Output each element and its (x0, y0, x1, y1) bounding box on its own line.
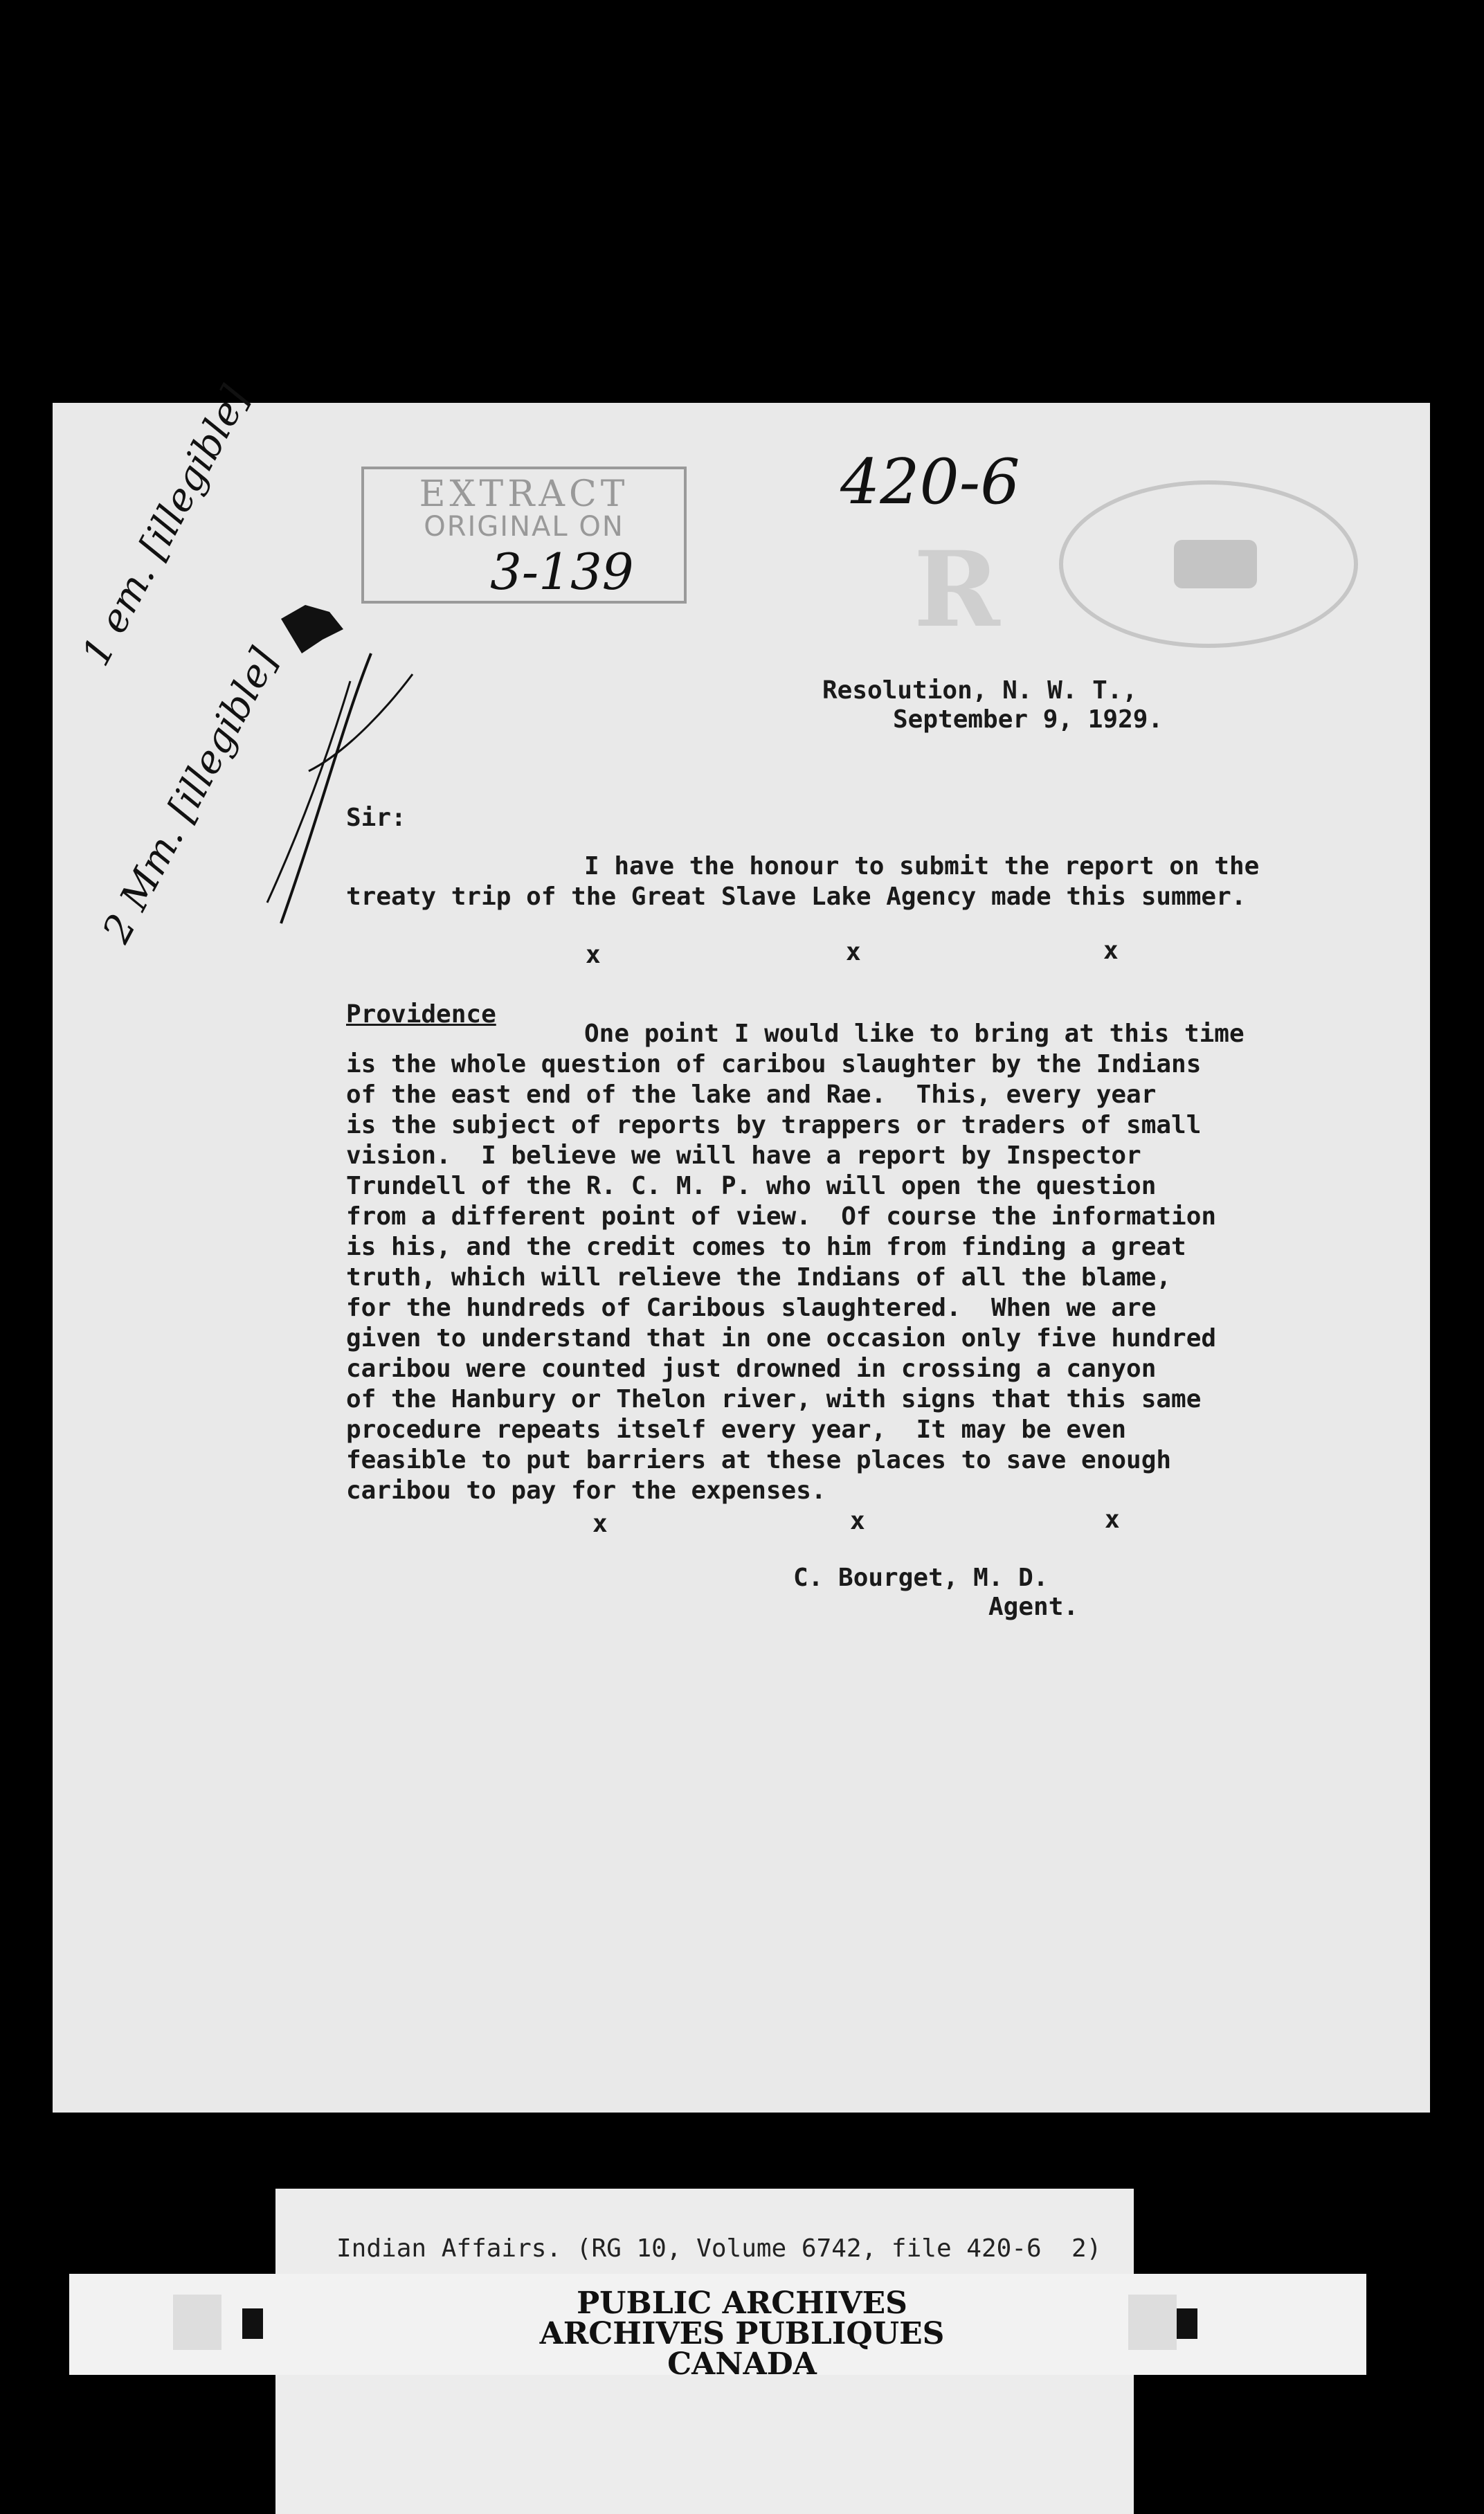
margin-note-2: 2 Mm. [illegible] (94, 641, 287, 950)
separator-mark: x (1103, 937, 1119, 965)
archive-caption: Indian Affairs. (RG 10, Volume 6742, file 420-6 2) (336, 2234, 1102, 2263)
letter-place: Resolution, N. W. T., (822, 676, 1138, 705)
extract-number: 3-139 (490, 543, 634, 601)
body-line: procedure repeats itself every year, It may be even (346, 1416, 1127, 1444)
margin-note-1: 1 em. [illegible] (73, 379, 259, 673)
date-received-stamp (1059, 480, 1358, 648)
received-stamp-mark: R (914, 529, 1000, 651)
body-line: for the hundreds of Caribous slaughtered. When we are (346, 1294, 1157, 1322)
intro-line-1: I have the honour to submit the report on the (584, 852, 1260, 880)
body-line: is his, and the credit comes to him from finding a great (346, 1233, 1186, 1261)
body-line: feasible to put barriers at these places to save enough (346, 1446, 1172, 1474)
separator-mark: x (1105, 1505, 1120, 1534)
body-paragraph (346, 1019, 1245, 1506)
intro-line-2: treaty trip of the Great Slave Lake Agency made this summer. (346, 883, 1247, 911)
separator-mark: x (592, 1510, 608, 1538)
signature-name: C. Bourget, M. D. (793, 1564, 1049, 1592)
body-line: is the subject of reports by trappers or traders of small (346, 1111, 1202, 1139)
signature-title: Agent. (988, 1593, 1079, 1621)
separator-mark: x (586, 941, 601, 969)
body-line: of the Hanbury or Thelon river, with signs that this same (346, 1385, 1202, 1413)
archives-line-2: ARCHIVES PUBLIQUES (539, 2316, 945, 2351)
body-line: Trundell of the R. C. M. P. who will open the question (346, 1172, 1157, 1200)
body-line: caribou to pay for the expenses. (346, 1476, 826, 1505)
extract-stamp-subtitle: ORIGINAL ON (424, 511, 624, 543)
salutation: Sir: (346, 804, 406, 832)
body-line: is the whole question of caribou slaughter by the Indians (346, 1050, 1202, 1078)
archives-line-1: PUBLIC ARCHIVES (577, 2286, 907, 2321)
body-line: One point I would like to bring at this time (584, 1020, 1245, 1048)
body-line: of the east end of the lake and Rae. This, every year (346, 1080, 1157, 1109)
body-line: vision. I believe we will have a report by Inspector (346, 1141, 1141, 1170)
separator-mark: x (850, 1507, 865, 1535)
archives-line-3: CANADA (667, 2346, 817, 2382)
section-heading: Providence (346, 1000, 496, 1029)
document-sheet (53, 379, 1430, 2113)
body-line: from a different point of view. Of course the information (346, 1202, 1217, 1231)
body-line: caribou were counted just drowned in crossing a canyon (346, 1355, 1157, 1383)
letter-date: September 9, 1929. (893, 705, 1164, 734)
file-number: 420-6 (840, 446, 1020, 518)
body-line: truth, which will relieve the Indians of all the blame, (346, 1263, 1172, 1292)
archives-title (0, 2288, 1484, 2380)
separator-mark: x (846, 938, 861, 966)
body-line: given to understand that in one occasion only five hundred (346, 1324, 1217, 1353)
extract-stamp-title: EXTRACT (419, 473, 629, 515)
